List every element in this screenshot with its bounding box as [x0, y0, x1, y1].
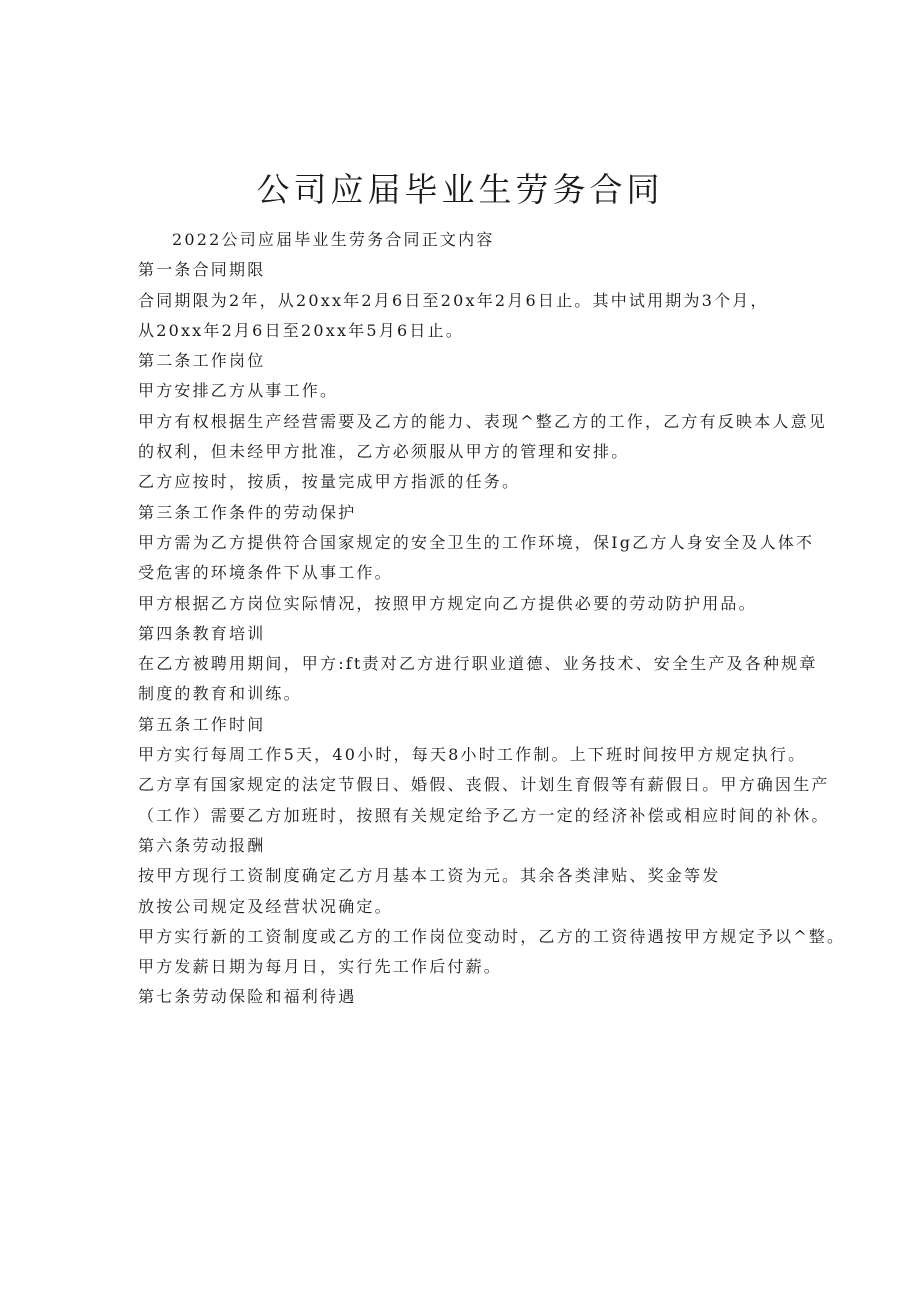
article-4-heading: 第四条教育培训 — [138, 623, 266, 643]
paragraph-line: （工作）需要乙方加班时，按照有关规定给予乙方一定的经济补偿或相应时间的补休。 — [138, 805, 830, 825]
paragraph-line: 乙方享有国家规定的法定节假日、婚假、丧假、计划生育假等有薪假日。甲方确因生产 — [138, 775, 830, 795]
article-6-heading: 第六条劳动报酬 — [138, 835, 266, 855]
paragraph-line: 乙方应按时，按质，按量完成甲方指派的任务。 — [138, 472, 521, 492]
article-3-heading: 第三条工作条件的劳动保护 — [138, 502, 357, 522]
paragraph-line: 从20xx年2月6日至20xx年5月6日止。 — [138, 320, 464, 340]
article-1-heading: 第一条合同期限 — [138, 260, 266, 280]
paragraph-line: 的权利，但未经甲方批准，乙方必须服从甲方的管理和安排。 — [138, 442, 630, 462]
intro-line: 2022公司应届毕业生劳务合同正文内容 — [172, 230, 495, 249]
paragraph-line: 甲方有权根据生产经营需要及乙方的能力、表现^整乙方的工作，乙方有反映本人意见 — [138, 411, 828, 431]
document-title: 公司应届毕业生劳务合同 — [256, 170, 664, 210]
paragraph-line: 按甲方现行工资制度确定乙方月基本工资为元。其余各类津贴、奖金等发 — [138, 866, 721, 886]
paragraph-line: 在乙方被聘用期间，甲方:ft责对乙方进行职业道德、业务技术、安全生产及各种规章 — [138, 654, 818, 674]
paragraph-line: 受危害的环境条件下从事工作。 — [138, 563, 393, 583]
paragraph-line: 甲方根据乙方岗位实际情况，按照甲方规定向乙方提供必要的劳动防护用品。 — [138, 593, 757, 613]
paragraph-line: 甲方实行每周工作5天，40小时，每天8小时工作制。上下班时间按甲方规定执行。 — [138, 745, 807, 765]
document-body — [138, 225, 846, 1013]
article-5-heading: 第五条工作时间 — [138, 714, 266, 734]
paragraph-line: 甲方安排乙方从事工作。 — [138, 381, 339, 401]
article-2-heading: 第二条工作岗位 — [138, 351, 266, 371]
paragraph-line: 合同期限为2年，从20xx年2月6日至20x年2月6日止。其中试用期为3个月， — [138, 290, 769, 310]
paragraph-line: 制度的教育和训练。 — [138, 684, 302, 704]
paragraph-line: 甲方实行新的工资制度或乙方的工作岗位变动时，乙方的工资待遇按甲方规定予以^整。 — [138, 926, 846, 946]
paragraph-line: 放按公司规定及经营状况确定。 — [138, 896, 393, 916]
article-7-heading: 第七条劳动保险和福利待遇 — [138, 987, 357, 1007]
paragraph-line: 甲方需为乙方提供符合国家规定的安全卫生的工作环境，保Ig乙方人身安全及人体不 — [138, 532, 815, 552]
paragraph-line: 甲方发薪日期为每月日，实行先工作后付薪。 — [138, 957, 503, 977]
